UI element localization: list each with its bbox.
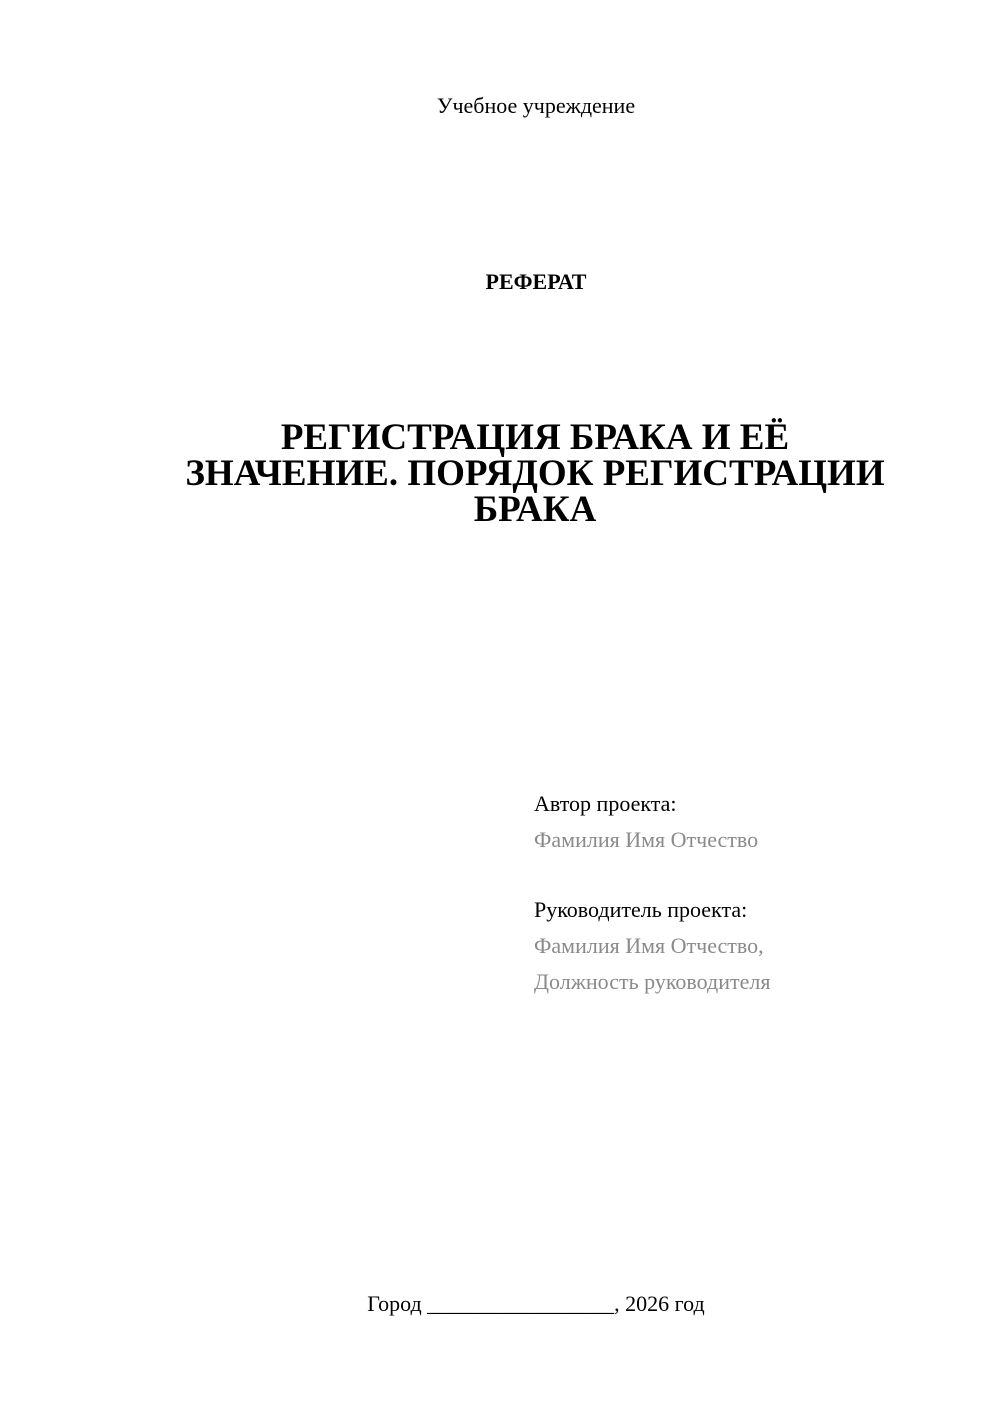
author-name-placeholder: Фамилия Имя Отчество xyxy=(534,827,759,852)
author-block xyxy=(534,786,974,858)
institution-name: Учебное учреждение xyxy=(436,93,636,118)
year-text: , 2026 год xyxy=(614,1291,705,1316)
author-label: Автор проекта: xyxy=(534,791,677,816)
city-blank: _________________ xyxy=(427,1291,615,1316)
title-line: РЕГИСТРАЦИЯ БРАКА И ЕЁ xyxy=(280,417,790,458)
supervisor-block xyxy=(534,892,974,1000)
city-label: Город xyxy=(367,1291,422,1316)
supervisor-position-placeholder: Должность руководителя xyxy=(534,969,771,994)
document-type: РЕФЕРАТ xyxy=(485,269,587,294)
title-line: ЗНАЧЕНИЕ. ПОРЯДОК РЕГИСТРАЦИИ xyxy=(185,453,885,494)
title-line: БРАКА xyxy=(473,489,597,530)
city-year-line xyxy=(0,1290,1000,1318)
supervisor-label: Руководитель проекта: xyxy=(534,897,748,922)
document-title xyxy=(100,417,970,530)
supervisor-name-placeholder: Фамилия Имя Отчество, xyxy=(534,933,764,958)
